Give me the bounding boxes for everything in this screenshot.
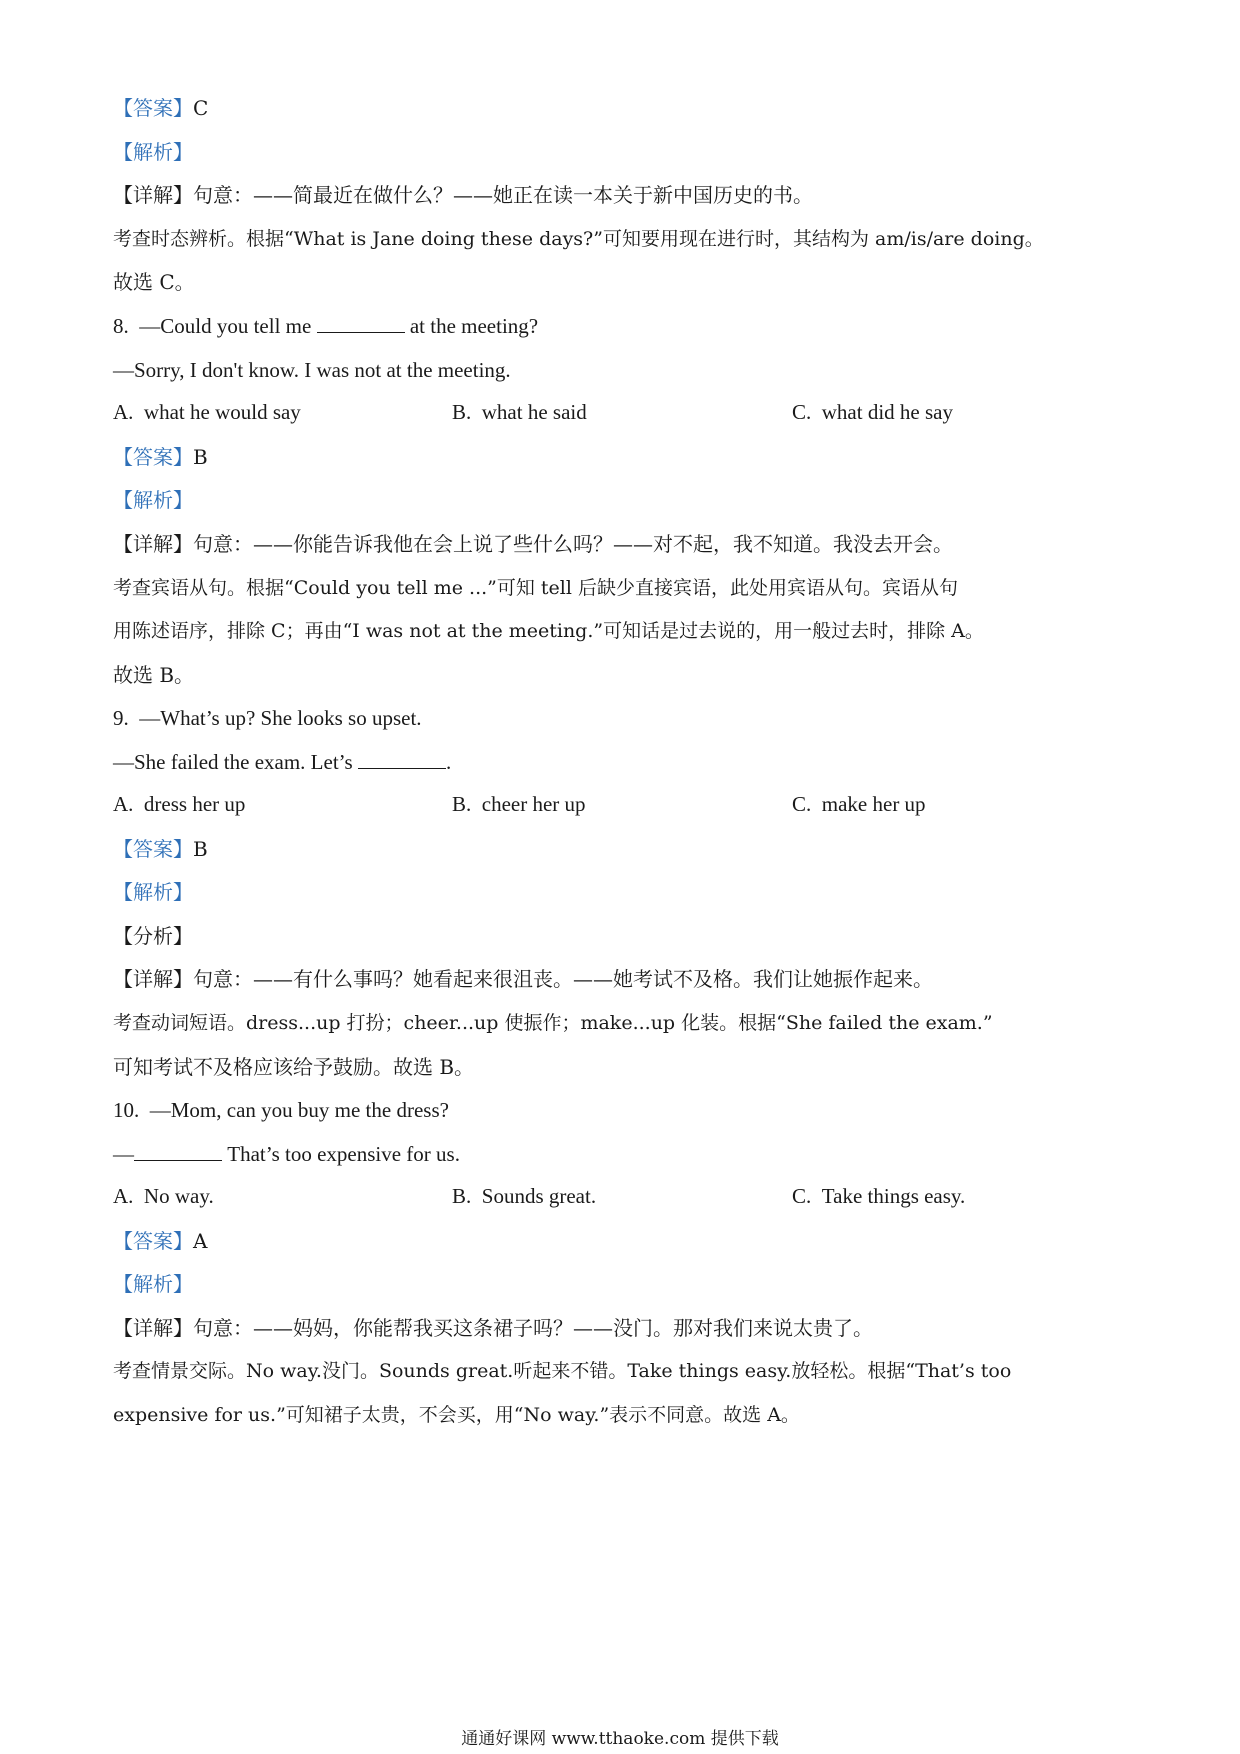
q9-detail-line (113, 966, 1180, 992)
option-text: dress her up (143, 792, 246, 816)
q10-explanation-1: 考查情景交际。No way.没门。Sounds great.听起来不错。Take things easy.放轻松。根据“That’s too (113, 1360, 1012, 1382)
question-text-post: at the meeting? (409, 314, 539, 338)
option-letter: B. (452, 1184, 472, 1208)
q10-detail-line (113, 1315, 1180, 1341)
q7-answer-line (113, 95, 1180, 121)
option-letter: C. (792, 1184, 812, 1208)
analysis-tag: 【解析】 (113, 1272, 193, 1296)
q7-analysis-line (113, 139, 1180, 165)
q9-explanation-1: 考查动词短语。dress...up 打扮；cheer...up 使振作；make...up 化装。根据“She failed the exam.” (113, 1012, 993, 1034)
detail-tag: 【详解】 (113, 183, 193, 207)
answer-value: B (193, 837, 208, 861)
q8-explanation-2: 用陈述语序，排除 C；再由“I was not at the meeting.”可知话是过去说的，用一般过去时，排除 A。 (113, 620, 984, 642)
question-number: 9. (113, 706, 129, 730)
reply-text-post: That’s too expensive for us. (227, 1142, 460, 1166)
reply-text-pre: —She failed the exam. Let’s (113, 750, 353, 774)
answer-blank (134, 1142, 222, 1161)
q8-question (113, 313, 1180, 339)
option-text: what did he say (821, 400, 953, 424)
q10-option-b (452, 1184, 596, 1209)
question-text: —Mom, can you buy me the dress? (149, 1098, 449, 1122)
option-letter: C. (792, 792, 812, 816)
detail-tag: 【详解】 (113, 532, 193, 556)
answer-value: C (193, 96, 209, 120)
question-number: 10. (113, 1098, 140, 1122)
analysis-tag: 【解析】 (113, 880, 193, 904)
option-letter: A. (113, 400, 134, 424)
q8-detail-line (113, 531, 1180, 557)
q10-question (113, 1097, 1180, 1123)
option-letter: B. (452, 792, 472, 816)
q10-reply (113, 1141, 1180, 1167)
q9-option-b (452, 792, 586, 817)
option-letter: A. (113, 792, 134, 816)
answer-tag: 【答案】 (113, 1229, 193, 1253)
question-number: 8. (113, 314, 129, 338)
detail-text: 句意：——简最近在做什么？——她正在读一本关于新中国历史的书。 (193, 183, 813, 207)
q8-option-a (113, 400, 301, 425)
reply-text-post: . (445, 750, 452, 774)
answer-blank (317, 314, 405, 333)
detail-text: 句意：——妈妈，你能帮我买这条裙子吗？——没门。那对我们来说太贵了。 (193, 1316, 873, 1340)
page-footer: 通通好课网 www.tthaoke.com 提供下载 (461, 1729, 779, 1749)
option-text: what he would say (143, 400, 301, 424)
detail-tag: 【详解】 (113, 1316, 193, 1340)
option-text: make her up (821, 792, 926, 816)
reply-text-pre: — (113, 1142, 134, 1166)
q8-explanation-1: 考查宾语从句。根据“Could you tell me ...”可知 tell 后缺少直接宾语，此处用宾语从句。宾语从句 (113, 577, 958, 599)
q8-option-c (792, 400, 953, 425)
question-text-pre: —Could you tell me (139, 314, 312, 338)
answer-tag: 【答案】 (113, 445, 193, 469)
q8-analysis-line (113, 487, 1180, 513)
option-text: Take things easy. (821, 1184, 966, 1208)
q7-detail-line (113, 182, 1180, 208)
q9-option-c (792, 792, 926, 817)
detail-tag: 【详解】 (113, 967, 193, 991)
option-text: Sounds great. (481, 1184, 597, 1208)
option-text: cheer her up (481, 792, 586, 816)
answer-value: B (193, 445, 208, 469)
option-letter: A. (113, 1184, 134, 1208)
q8-explanation-3: 故选 B。 (113, 663, 195, 687)
q10-option-a (113, 1184, 214, 1209)
option-text: what he said (481, 400, 587, 424)
q10-explanation-2: expensive for us.”可知裙子太贵，不会买，用“No way.”表示不同意。故选 A。 (113, 1404, 800, 1426)
q8-answer-line (113, 444, 1180, 470)
q9-fenxi-line (113, 923, 1180, 949)
q10-option-c (792, 1184, 965, 1209)
detail-text: 句意：——有什么事吗？她看起来很沮丧。——她考试不及格。我们让她振作起来。 (193, 967, 933, 991)
q10-analysis-line (113, 1271, 1180, 1297)
answer-value: A (193, 1229, 208, 1253)
answer-blank (358, 750, 446, 769)
q9-explanation-2: 可知考试不及格应该给予鼓励。故选 B。 (113, 1055, 475, 1079)
q10-answer-line (113, 1228, 1180, 1254)
answer-tag: 【答案】 (113, 96, 193, 120)
answer-tag: 【答案】 (113, 837, 193, 861)
q9-question (113, 705, 1180, 731)
fenxi-tag: 【分析】 (113, 924, 193, 948)
q8-option-b (452, 400, 587, 425)
q9-reply (113, 749, 1180, 775)
analysis-tag: 【解析】 (113, 140, 193, 164)
q7-explanation-1: 考查时态辨析。根据“What is Jane doing these days?”可知要用现在进行时，其结构为 am/is/are doing。 (113, 228, 1044, 250)
q8-reply: —Sorry, I don't know. I was not at the meeting. (113, 358, 511, 382)
option-letter: B. (452, 400, 472, 424)
q9-analysis-line (113, 879, 1180, 905)
option-letter: C. (792, 400, 812, 424)
analysis-tag: 【解析】 (113, 488, 193, 512)
q9-answer-line (113, 836, 1180, 862)
q7-explanation-2: 故选 C。 (113, 270, 195, 294)
detail-text: 句意：——你能告诉我他在会上说了些什么吗？——对不起，我不知道。我没去开会。 (193, 532, 953, 556)
option-text: No way. (143, 1184, 214, 1208)
q9-option-a (113, 792, 245, 817)
question-text: —What’s up? She looks so upset. (139, 706, 422, 730)
